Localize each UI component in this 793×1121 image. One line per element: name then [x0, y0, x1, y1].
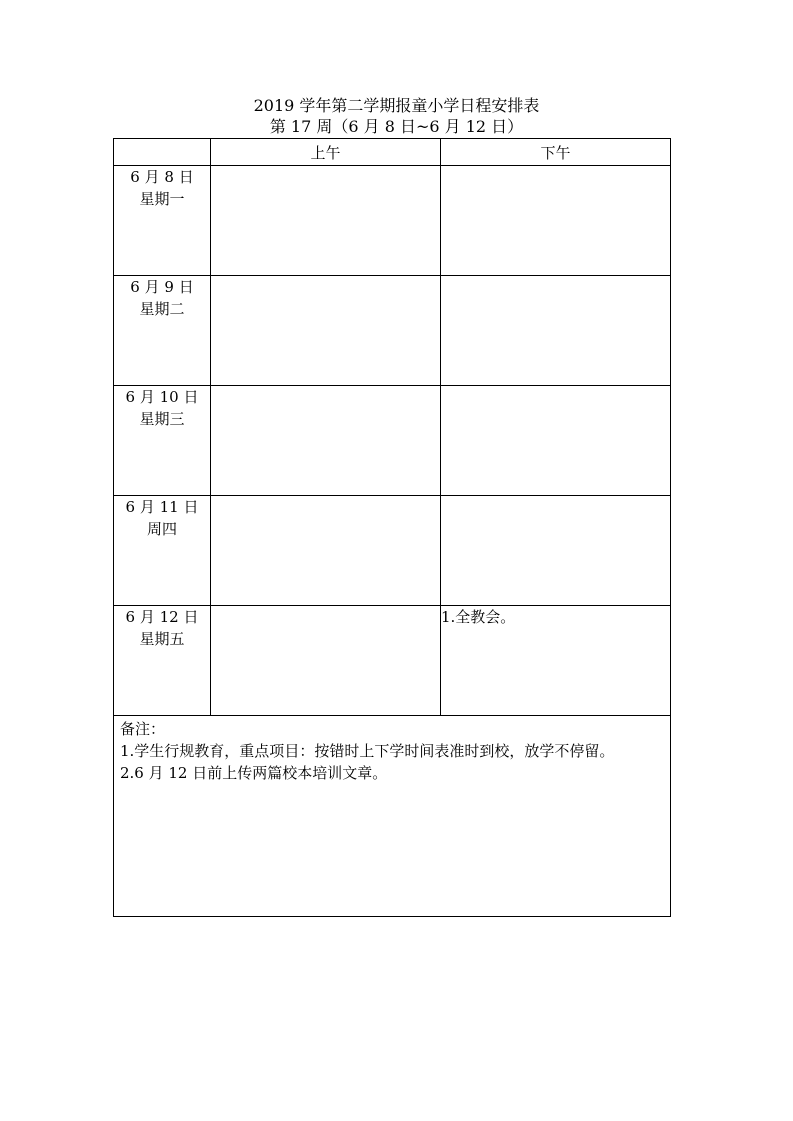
date-label: 6 月 8 日 [130, 168, 194, 186]
notes-cell [114, 716, 671, 917]
weekday-label: 星期三 [139, 410, 185, 428]
table-header-row [114, 139, 671, 166]
afternoon-cell [441, 386, 671, 496]
day-cell [114, 386, 211, 496]
table-row [114, 166, 671, 276]
table-row [114, 276, 671, 386]
column-header-morning: 上午 [211, 139, 441, 166]
week-range-subtitle: 第 17 周（6 月 8 日~6 月 12 日） [269, 117, 524, 136]
document-title: 2019 学年第二学期报童小学日程安排表 [253, 96, 540, 115]
morning-cell [211, 496, 441, 606]
morning-cell [211, 386, 441, 496]
date-label: 6 月 9 日 [130, 278, 194, 296]
afternoon-cell [441, 276, 671, 386]
day-cell [114, 496, 211, 606]
note-item: 2.6 月 12 日前上传两篇校本培训文章。 [120, 764, 388, 782]
column-header-afternoon: 下午 [441, 139, 671, 166]
notes-row [114, 716, 671, 917]
morning-cell [211, 276, 441, 386]
weekday-label: 周四 [146, 520, 177, 538]
weekday-label: 星期二 [139, 300, 185, 318]
afternoon-cell [441, 166, 671, 276]
morning-cell [211, 166, 441, 276]
schedule-table [113, 138, 671, 917]
notes-heading: 备注： [120, 720, 166, 738]
weekday-label: 星期一 [139, 190, 185, 208]
day-cell [114, 166, 211, 276]
weekday-label: 星期五 [139, 630, 185, 648]
note-item: 1.学生行规教育，重点项目：按错时上下学时间表准时到校，放学不停留。 [120, 742, 615, 760]
day-cell [114, 606, 211, 716]
afternoon-cell [441, 496, 671, 606]
table-row [114, 606, 671, 716]
table-row [114, 386, 671, 496]
day-cell [114, 276, 211, 386]
date-label: 6 月 11 日 [125, 498, 199, 516]
afternoon-cell: 1.全教会。 [441, 606, 671, 716]
morning-cell [211, 606, 441, 716]
date-label: 6 月 12 日 [125, 608, 199, 626]
date-label: 6 月 10 日 [125, 388, 199, 406]
column-header-day [114, 139, 211, 166]
table-row [114, 496, 671, 606]
